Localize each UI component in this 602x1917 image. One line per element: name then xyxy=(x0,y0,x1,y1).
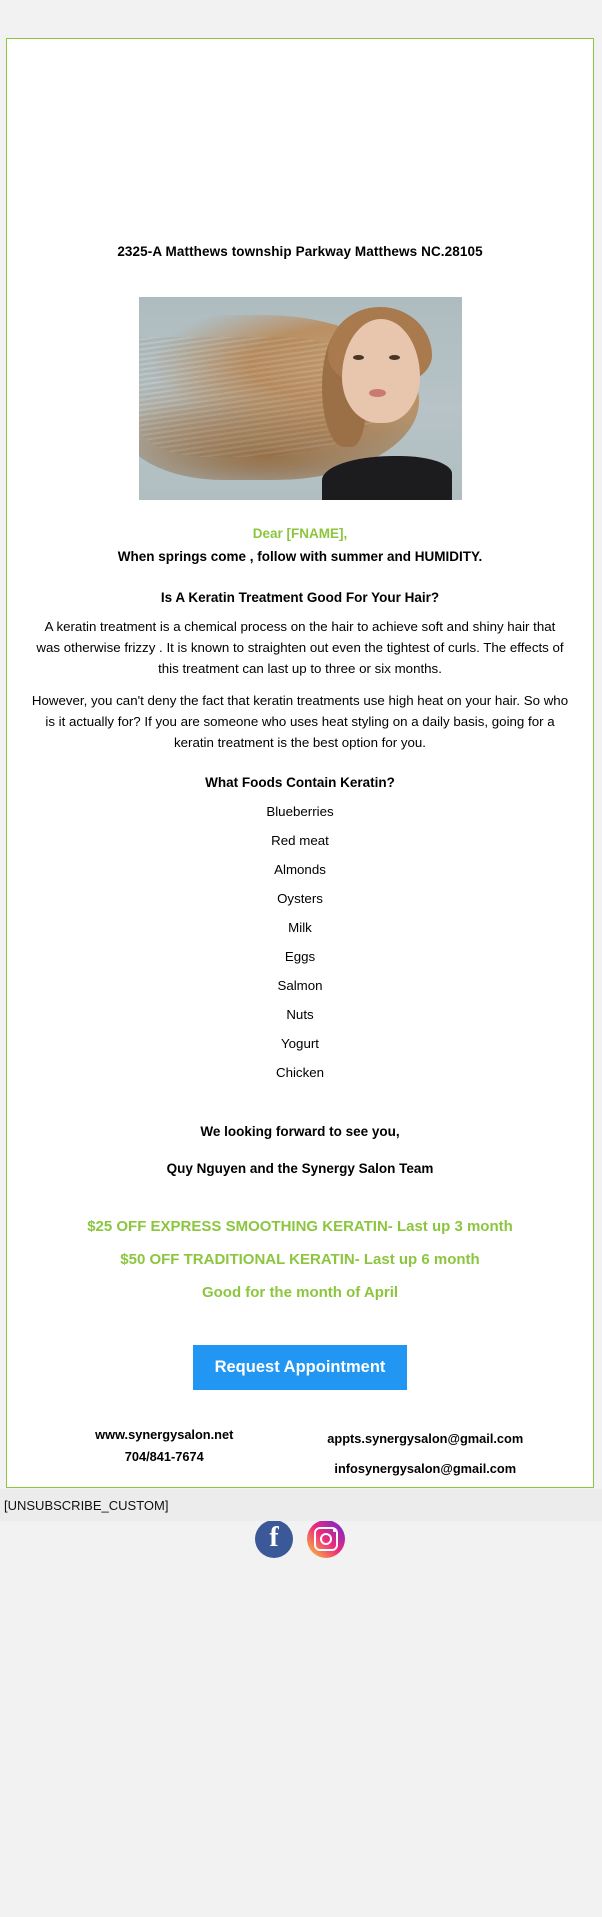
salon-address: 2325-A Matthews township Parkway Matthews NC.28105 xyxy=(117,244,483,259)
eye-left-shape xyxy=(353,355,364,360)
list-item: Yogurt xyxy=(281,1036,319,1051)
offer-1: $25 OFF EXPRESS SMOOTHING KERATIN- Last up 3 month xyxy=(87,1218,513,1235)
section-heading: Is A Keratin Treatment Good For Your Hair? xyxy=(160,590,440,605)
cta-wrap xyxy=(21,1345,579,1390)
list-item: Chicken xyxy=(275,1065,325,1080)
list-item: Eggs xyxy=(284,949,316,964)
email-inner xyxy=(7,39,593,1558)
offer-3: Good for the month of April xyxy=(201,1284,399,1301)
hero-image-wrap xyxy=(21,297,579,500)
offers-block xyxy=(21,1218,579,1301)
lips-shape xyxy=(369,389,386,397)
website-link[interactable]: www.synergysalon.net xyxy=(95,1427,234,1442)
list-item: Nuts xyxy=(286,1007,314,1022)
phone-number[interactable]: 704/841-7674 xyxy=(124,1449,204,1464)
greeting-line: Dear [FNAME], xyxy=(252,526,348,541)
unsubscribe-link[interactable]: [UNSUBSCRIBE_CUSTOM] xyxy=(4,1497,169,1513)
list-item: Blueberries xyxy=(266,804,334,819)
list-item: Milk xyxy=(288,920,312,935)
list-item: Red meat xyxy=(271,833,329,848)
closing-line-1: We looking forward to see you, xyxy=(200,1124,400,1139)
foods-heading: What Foods Contain Keratin? xyxy=(205,775,395,790)
email-appts-link[interactable]: appts.synergysalon@gmail.com xyxy=(327,1431,524,1446)
intro-line: When springs come , follow with summer and HUMIDITY. xyxy=(117,549,483,564)
contact-row xyxy=(21,1424,579,1484)
email-info-link[interactable]: infosynergysalon@gmail.com xyxy=(334,1461,517,1476)
social-links xyxy=(21,1520,579,1558)
footer-bar xyxy=(0,1489,602,1521)
contact-right xyxy=(290,1424,561,1484)
offer-2: $50 OFF TRADITIONAL KERATIN- Last up 6 month xyxy=(120,1251,480,1268)
eye-right-shape xyxy=(389,355,400,360)
paragraph-2: However, you can't deny the fact that keratin treatments use high heat on your hair. So who is it actually for? If you are someone who uses heat styling on a daily basis, going for a keratin treatment is the best option for you. xyxy=(31,693,569,750)
request-appointment-button[interactable]: Request Appointment xyxy=(193,1345,408,1390)
list-item: Oysters xyxy=(277,891,323,906)
top-spacer xyxy=(21,39,579,244)
face-shape xyxy=(342,319,420,423)
closing-line-2: Quy Nguyen and the Synergy Salon Team xyxy=(166,1161,434,1176)
facebook-icon[interactable]: f xyxy=(255,1520,293,1558)
instagram-dot-shape xyxy=(333,1529,336,1532)
list-item: Salmon xyxy=(277,978,323,993)
instagram-icon[interactable] xyxy=(307,1520,345,1558)
paragraph-1: A keratin treatment is a chemical process on the hair to achieve soft and shiny hair that was otherwise frizzy . It is known to straighten out even the tightest of curls. The effects of this treatment can last up to three or six months. xyxy=(36,619,564,676)
shoulder-shape xyxy=(322,456,452,500)
hero-image-woman-with-long-hair xyxy=(139,297,462,500)
list-item: Almonds xyxy=(274,862,326,877)
contact-left xyxy=(39,1424,290,1468)
